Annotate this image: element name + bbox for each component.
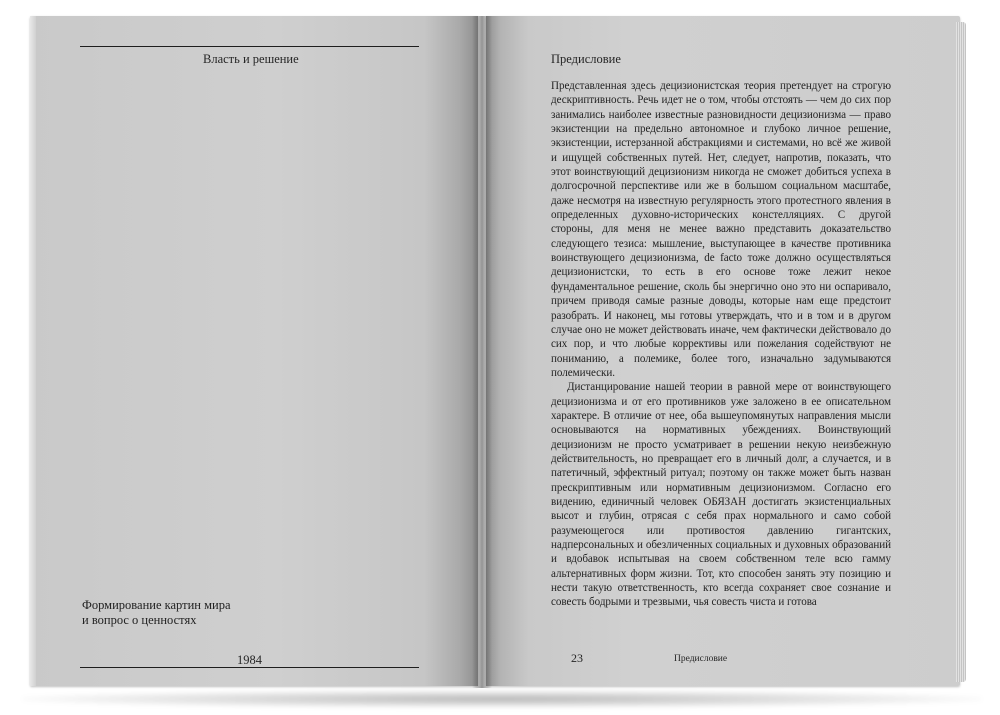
right-footer-label: Предисловие bbox=[674, 654, 728, 664]
right-running-head: Предисловие bbox=[551, 52, 621, 66]
left-page bbox=[30, 16, 478, 686]
body-text bbox=[551, 79, 891, 610]
left-bottom-rule bbox=[80, 667, 419, 668]
book-gutter bbox=[472, 16, 492, 688]
left-running-head: Власть и решение bbox=[203, 52, 299, 66]
book-title-line-2: и вопрос о ценностях bbox=[82, 613, 197, 627]
book-title-line-1: Формирование картин мира bbox=[82, 598, 231, 612]
book-shadow bbox=[22, 690, 982, 708]
right-folio: 23 bbox=[571, 651, 583, 665]
paragraph-1: Представленная здесь децизионистская теория претендует на строгую дескриптивность. Речь идет не о том, чтобы отстоять — чем до сих пор занимались наиболее известные разновидности децизионизма — право экзистенции на предельно автономное и глубоко личное решение, экзистенции, истерзанной абстракциями и системами, но всё же живой и ищущей собственных путей. Нет, следует, напротив, показать, что этот воинствующий децизионизм никогда не сможет добиться успеха в долгосрочной перспективе или же в большом социальном масштабе, даже несмотря на известную регулярность этого протестного явления в определенных духовно-исторических констелляциях. С другой стороны, для меня не менее важно представить доказательство следующего тезиса: мышление, выступающее в качестве противника воинствующего децизионизма, de facto тоже должно осуществляться децизионистски, то есть в его основе тоже лежит некое фундаментальное решение, сколь бы энергично оно это ни оспаривало, причем приводя самые разные доводы, которые нам еще предстоит разобрать. И наконец, мы готовы утверждать, что и в том и в другом случае оно не может действовать иначе, чем фактически действовало до сих пор, и что любые коррективы или пожелания содействуют не пониманию, а полемике, более того, изначально задумываются полемически. bbox=[551, 80, 891, 379]
paragraph-2: Дистанцирование нашей теории в равной мере от воинствующего децизионизма и от его противников уже заложено в ее описательном характере. В отличие от нее, оба вышеупомянутых направления мысли основываются на нормативных убеждениях. Воинствующий децизионизм не просто усматривает в решении некую неизбежную действительность, но превращает его в личный долг, а случается, и в патетичный, эффектный ритуал; поэтому он также может быть назван прескриптивным или нормативным децизионизмом. Согласно его видению, единичный человек ОБЯЗАН достигать экзистенциальных высот и глубин, отрясая с себя прах нормального и само собой разумеющегося или противостоя давлению гигантских, надперсональных и обезличенных социальных и духовных образований и вдобавок испытывая на своем собственном теле всю гамму альтернативных форм жизни. Тот, кто способен занять эту позицию и нести такую ответственность, кто всегда сохраняет свое сознание и совесть бодрыми и трезвыми, чья совесть чиста и готова bbox=[551, 381, 891, 609]
left-folio: 1984 bbox=[237, 653, 262, 667]
page-block-edge bbox=[956, 22, 966, 682]
book-title bbox=[82, 598, 231, 628]
left-top-rule bbox=[80, 46, 419, 47]
